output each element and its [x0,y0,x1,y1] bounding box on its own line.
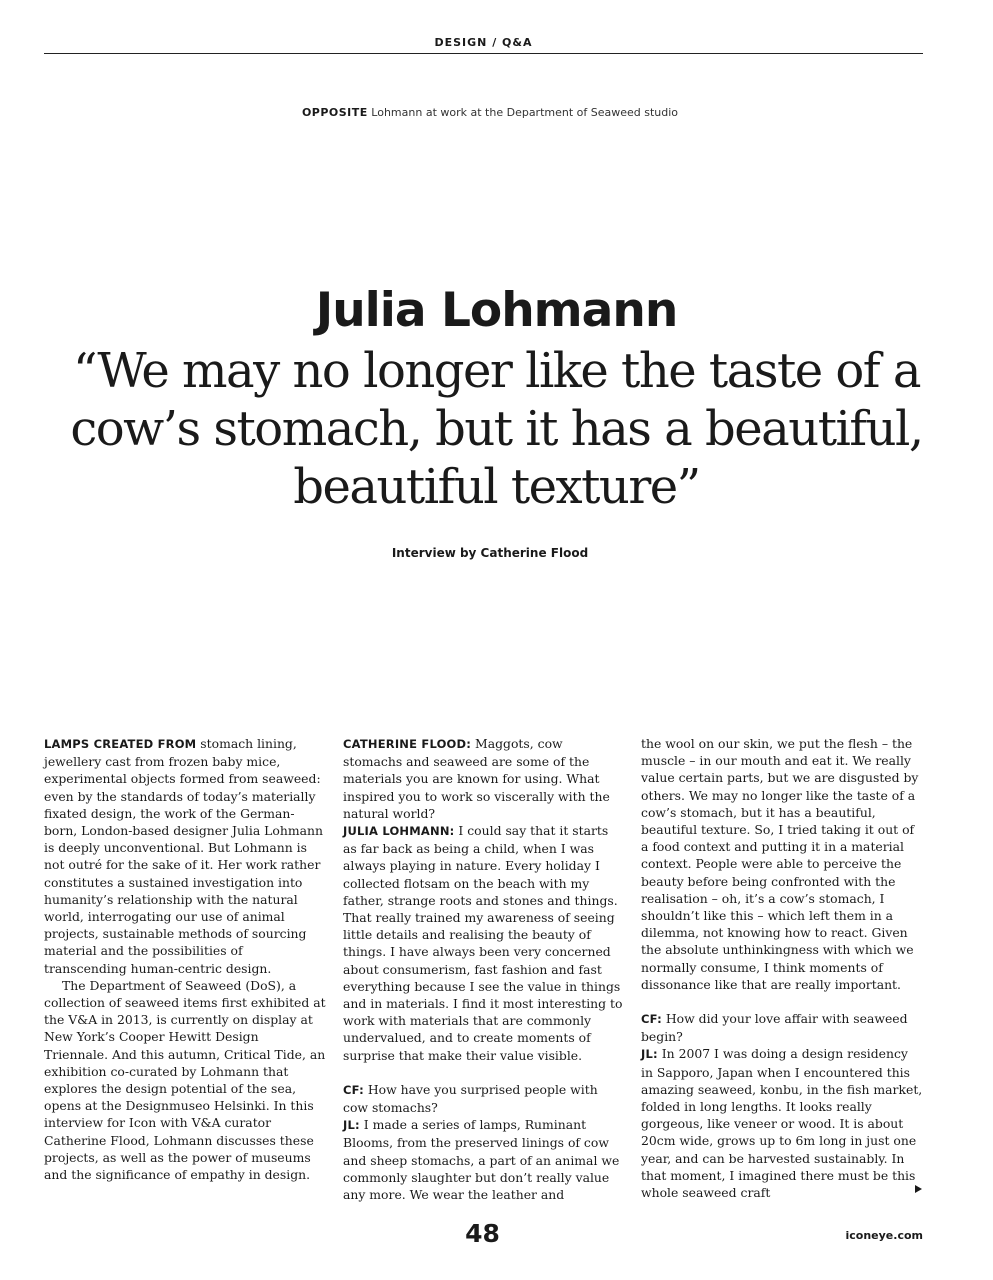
interviewee-name: Julia Lohmann [315,283,678,338]
byline: Interview by Catherine Flood [391,546,589,560]
section-header: DESIGN / Q&A [434,36,533,49]
caption-label: OPPOSITE [301,106,368,119]
question-text: How have you surprised people with cow stomachs? [343,1081,598,1116]
headline [40,280,953,516]
speaker-label: JL: [641,1047,658,1062]
question [343,735,625,822]
page-number: 48 [465,1219,500,1248]
website-url: iconeye.com [845,1229,923,1242]
speaker-label: CATHERINE FLOOD: [343,737,472,751]
body-paragraph: The Department of Seaweed (DoS), a collection of seaweed items first exhibited at the V&A in 2013, is currently on display at New York’s Cooper Hewitt Design Triennale. And this autumn, Critical Tide, an exhibition co-curated by Lohmann that explores the design potential of the sea, opens at the Designmuseo Helsinki. In this interview for Icon with V&A curator Catherine Flood, Lohmann discusses these projects, as well as the power of museums and the significance of empathy in design. [44,977,326,1183]
answer [641,1045,923,1201]
answer-text: In 2007 I was doing a design residency in Sapporo, Japan when I encountered this amazing seaweed, konbu, in the fish market, folded in long lengths. It looks really gorgeous, like veneer or wood. It is about 20cm wide, grows up to 6m long in just one year, and can be harvested sustainably. In that moment, I imagined there must be this whole seaweed craft [641,1046,923,1201]
question-text: Maggots, cow stomachs and seaweed are some of the materials you are known for using. What inspired you to work so viscerally with the natural world? [343,736,610,821]
caption-text: Lohmann at work at the Department of Seaweed studio [371,106,679,119]
speaker-label: JULIA LOHMANN: [343,824,455,839]
intro-text: stomach lining, jewellery cast from frozen baby mice, experimental objects formed from seaweed: even by the standards of today’s materially fixated design, the work of the German-born, London-based designer Julia Lohmann is deeply unconventional. But Lohmann is not outré for the sake of it. Her work rather constitutes a sustained investigation into humanity’s relationship with the natural world, interrogating our use of animal projects, sustainable methods of sourcing material and the possibilities of transcending human-centric design. [44,736,323,976]
question [343,1081,625,1116]
article-column-3 [641,735,923,1201]
article-column-1 [44,735,326,1183]
photo-caption [290,104,690,121]
answer-text: I made a series of lamps, Ruminant Blooms, from the preserved linings of cow and sheep stomachs, a part of an animal we commonly slaughter but don’t really value any more. We wear the leather and [343,1117,620,1203]
article-column-2 [343,735,625,1203]
continue-arrow-icon [915,1185,922,1193]
answer [343,1116,625,1203]
answer-continued: the wool on our skin, we put the flesh – the muscle – in our mouth and eat it. We really value certain parts, but we are disgusted by others. We may no longer like the taste of a cow’s stomach, but it has a beautiful, beautiful texture. So, I tried taking it out of a food context and putting it in a material context. People were able to perceive the beauty before being confronted with the realisation – oh, it’s a cow’s stomach, I shouldn’t like this – which left them in a dilemma, not knowing how to react. Given the absolute unthinkingness with which we normally consume, I think moments of dissonance like that are really important. [641,736,919,992]
speaker-label: CF: [641,1012,662,1027]
speaker-label: JL: [343,1118,360,1133]
intro-paragraph [44,735,326,977]
headline-quote: “We may no longer like the taste of a cow’s stomach, but it has a beautiful, beautiful texture” [70,343,923,515]
answer-text: I could say that it starts as far back as being a child, when I was always playing in nature. Every holiday I collected flotsam on the beach with my father, strange roots and stones and things. That really trained my awareness of seeing little details and realising the beauty of things. I have always been very concerned about consumerism, fast fashion and fast everything because I see the value in things and in materials. I find it most interesting to work with materials that are commonly undervalued, and to create moments of surprise that make their value visible. [343,823,623,1063]
speaker-label: CF: [343,1082,364,1097]
header-divider [44,53,923,54]
answer [343,822,625,1064]
question [641,1010,923,1045]
lead-in: LAMPS CREATED FROM [44,737,197,751]
question-text: How did your love affair with seaweed begin? [641,1011,908,1045]
